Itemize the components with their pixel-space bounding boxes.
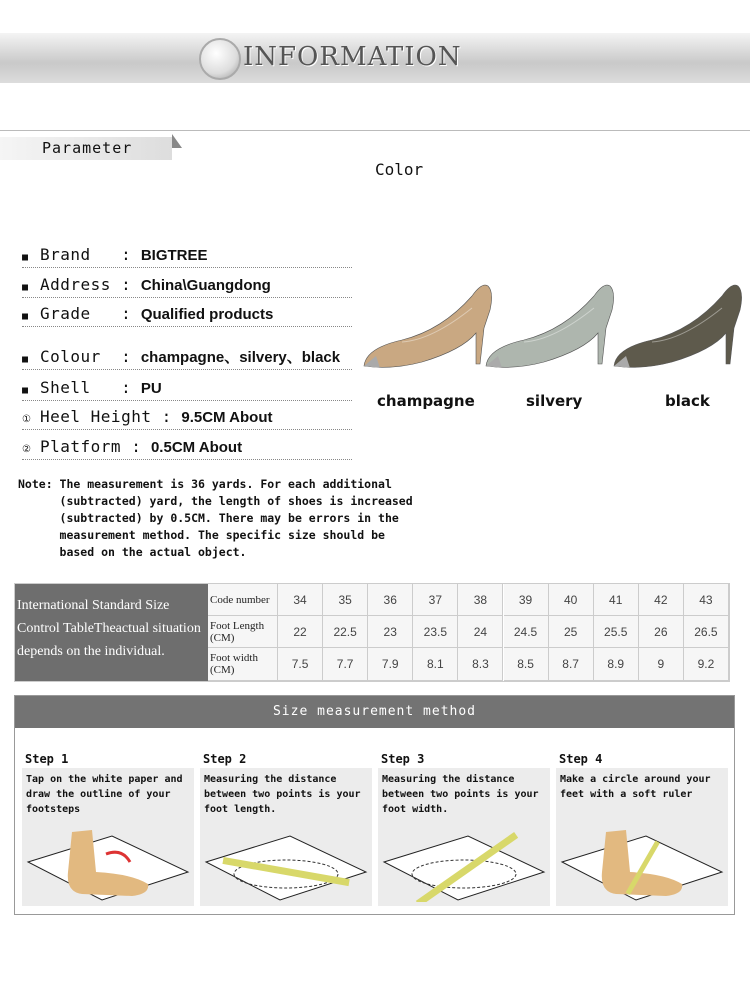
parameter-key: Brand :: [40, 245, 132, 264]
size-table-title: International Standard Size Control TableTheactual situation depends on the individual.: [15, 584, 208, 681]
measurement-title: Size measurement method: [15, 696, 734, 728]
size-table-cell: 22: [278, 616, 323, 648]
parameter-key: Platform :: [40, 437, 142, 456]
size-table-cell: 43: [684, 584, 729, 616]
size-table-cell: 39: [504, 584, 549, 616]
parameter-key: Colour :: [40, 347, 132, 366]
parameter-key: Address :: [40, 275, 132, 294]
size-table-cell: 26.5: [684, 616, 729, 648]
size-table-cell: 24.5: [504, 616, 549, 648]
size-table-cell: 7.7: [323, 648, 368, 681]
step-label: Step 2: [203, 752, 247, 766]
size-table-row-header: Foot width (CM): [208, 648, 278, 681]
step-text: Make a circle around your feet with a soft ruler: [560, 774, 711, 800]
parameter-row: [22, 376, 352, 401]
bullet-icon: ①: [22, 414, 31, 425]
parameter-value: BIGTREE: [140, 247, 208, 264]
size-table-cell: 36: [368, 584, 413, 616]
parameter-value: 9.5CM About: [181, 409, 273, 426]
shoe-image-champagne: [362, 278, 497, 373]
size-table-cell: 7.9: [368, 648, 413, 681]
parameter-value: 0.5CM About: [150, 439, 243, 456]
circle-icon: [199, 38, 241, 80]
size-table-cell: 34: [278, 584, 323, 616]
parameter-row: [22, 302, 352, 327]
parameter-key: Heel Height :: [40, 407, 172, 426]
size-table-row-header: Code number: [208, 584, 278, 616]
shoe-image-black: [612, 278, 747, 373]
parameter-value: champagne、silvery、black: [140, 349, 341, 366]
parameter-row: [22, 435, 352, 460]
color-label: champagne: [377, 392, 475, 410]
color-label: black: [665, 392, 710, 410]
bullet-icon: ②: [22, 444, 31, 455]
step-label: Step 3: [381, 752, 425, 766]
foot-measure-illustration: [556, 812, 728, 902]
size-table-cell: 40: [549, 584, 594, 616]
size-table-cell: 8.1: [413, 648, 458, 681]
step-text: Measuring the distance between two points is your foot length.: [204, 774, 361, 815]
size-table-cell: 23: [368, 616, 413, 648]
parameter-value: PU: [140, 380, 162, 397]
bullet-icon: ■: [22, 282, 29, 293]
bullet-icon: ■: [22, 385, 29, 396]
size-table-row-header: Foot Length (CM): [208, 616, 278, 648]
color-label: silvery: [526, 392, 583, 410]
foot-measure-illustration: [378, 812, 550, 902]
color-heading: Color: [375, 160, 424, 179]
size-table-cell: 8.3: [458, 648, 503, 681]
size-table-cell: 8.9: [594, 648, 639, 681]
step-text: Tap on the white paper and draw the outline of your footsteps: [26, 774, 183, 815]
step-panel: [200, 768, 372, 906]
size-table-cell: 22.5: [323, 616, 368, 648]
foot-measure-illustration: [22, 812, 194, 902]
divider: [0, 130, 750, 131]
parameter-row: [22, 243, 352, 268]
size-table-cell: 41: [594, 584, 639, 616]
tab-corner: [172, 134, 182, 148]
size-table-cell: 8.7: [549, 648, 594, 681]
parameter-key: Shell :: [40, 378, 132, 397]
size-table-cell: 26: [639, 616, 684, 648]
parameter-value: Qualified products: [140, 306, 274, 323]
size-table-cell: 42: [639, 584, 684, 616]
size-table-cell: 38: [458, 584, 503, 616]
step-label: Step 1: [25, 752, 69, 766]
measurement-section: [14, 695, 735, 915]
size-table-cell: 9.2: [684, 648, 729, 681]
parameter-row: [22, 273, 352, 298]
size-table-cell: 24: [458, 616, 503, 648]
size-table-cell: 23.5: [413, 616, 458, 648]
size-table: [14, 583, 730, 682]
parameter-value: China\Guangdong: [140, 277, 271, 294]
banner-title: INFORMATION: [243, 42, 462, 72]
size-table-cell: 35: [323, 584, 368, 616]
size-table-cell: 7.5: [278, 648, 323, 681]
parameter-row: [22, 405, 352, 430]
parameter-row: [22, 345, 352, 370]
bullet-icon: ■: [22, 354, 29, 365]
step-panel: [556, 768, 728, 906]
bullet-icon: ■: [22, 311, 29, 322]
parameter-key: Grade :: [40, 304, 132, 323]
parameter-tab: Parameter: [0, 137, 172, 160]
size-table-cell: 9: [639, 648, 684, 681]
step-label: Step 4: [559, 752, 603, 766]
step-panel: [22, 768, 194, 906]
bullet-icon: ■: [22, 252, 29, 263]
size-table-cell: 25.5: [594, 616, 639, 648]
step-panel: [378, 768, 550, 906]
size-table-cell: 25: [549, 616, 594, 648]
foot-measure-illustration: [200, 812, 372, 902]
shoe-image-silvery: [484, 278, 619, 373]
size-table-cell: 8.5: [504, 648, 549, 681]
size-table-cell: 37: [413, 584, 458, 616]
step-text: Measuring the distance between two points is your foot width.: [382, 774, 539, 815]
size-note: Note: The measurement is 36 yards. For each additional (subtracted) yard, the length of shoes is increased (subtracted) by 0.5CM. There may be errors in the measurement method. The specific size should be based on the actual object.: [18, 477, 413, 559]
